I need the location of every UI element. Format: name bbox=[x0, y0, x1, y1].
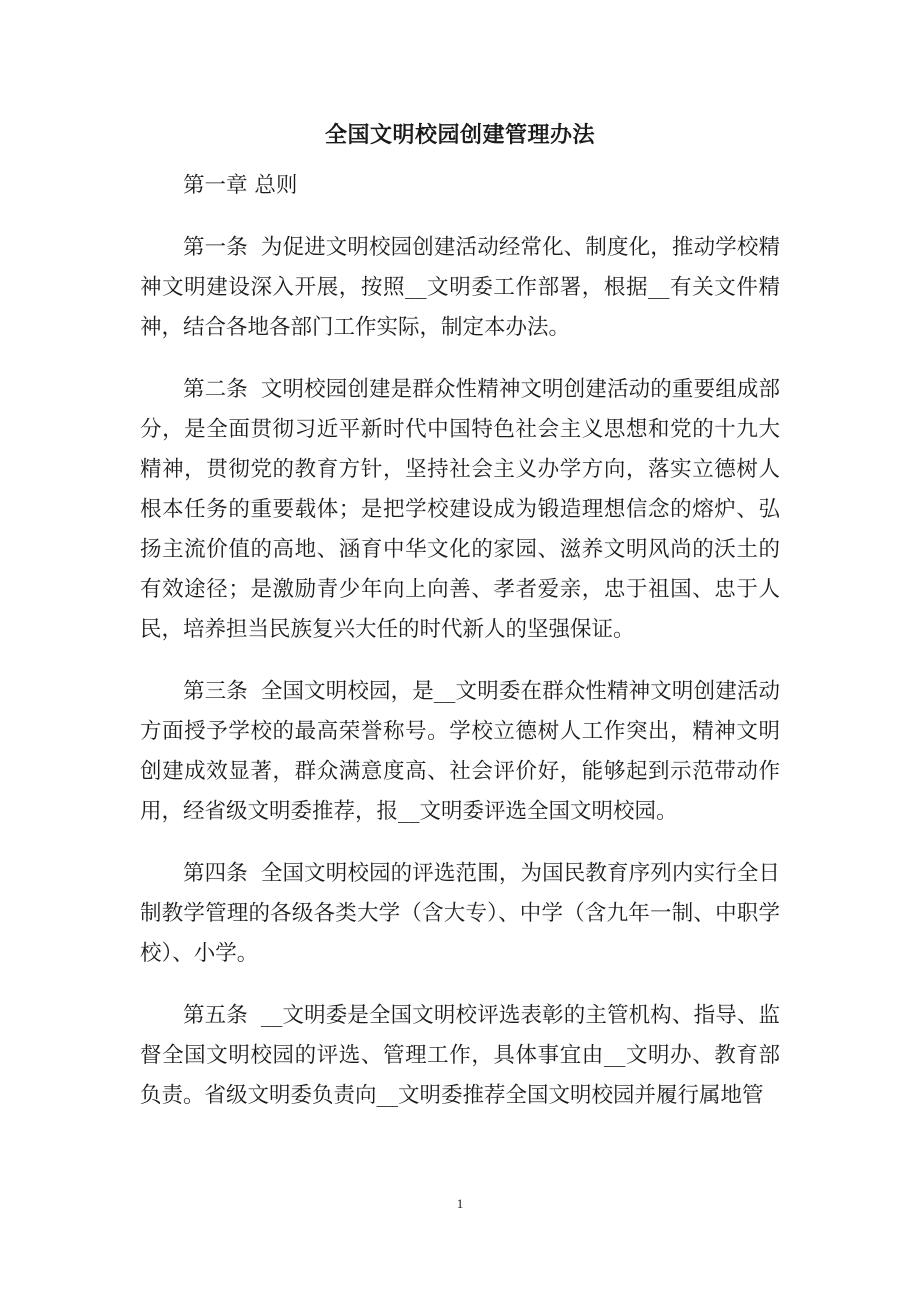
article-label: 第二条 bbox=[183, 377, 248, 402]
article-label: 第四条 bbox=[183, 861, 248, 886]
article-text: 全国文明校园，是__文明委在群众性精神文明创建活动方面授予学校的最高荣誉称号。学校立德树人工作突出，精神文明创建成效显著，群众满意度高、社会评价好，能够起到示范带动作用，经省级文明委推荐，报__文明委评选全国文明校园。 bbox=[140, 679, 780, 824]
page-number: 1 bbox=[456, 1196, 464, 1211]
article-text: __文明委是全国文明校评选表彰的主管机构、指导、监督全国文明校园的评选、管理工作，具体事宜由__文明办、教育部负责。省级文明委负责向__文明委推荐全国文明校园并履行属地管 bbox=[140, 1003, 780, 1108]
article-text: 为促进文明校园创建活动经常化、制度化，推动学校精神文明建设深入开展，按照__文明委工作部署，根据__有关文件精神，结合各地各部门工作实际，制定本办法。 bbox=[140, 235, 780, 340]
article-text: 全国文明校园的评选范围，为国民教育序列内实行全日制教学管理的各级各类大学（含大专）、中学（含九年一制、中职学校）、小学。 bbox=[140, 861, 780, 966]
article-label: 第一条 bbox=[183, 235, 248, 260]
document-body bbox=[140, 166, 780, 1138]
chapter-heading: 第一章 总则 bbox=[183, 173, 298, 198]
article-2 bbox=[140, 370, 780, 650]
article-4 bbox=[140, 854, 780, 974]
document-title: 全国文明校园创建管理办法 bbox=[324, 123, 595, 148]
article-label: 第三条 bbox=[183, 679, 248, 704]
article-1 bbox=[140, 228, 780, 348]
article-3 bbox=[140, 672, 780, 832]
article-5 bbox=[140, 996, 780, 1116]
article-text: 文明校园创建是群众性精神文明创建活动的重要组成部分，是全面贯彻习近平新时代中国特色社会主义思想和党的十九大精神，贯彻党的教育方针，坚持社会主义办学方向，落实立德树人根本任务的重要载体；是把学校建设成为锻造理想信念的熔炉、弘扬主流价值的高地、涵育中华文化的家园、滋养文明风尚的沃土的有效途径；是激励青少年向上向善、孝者爱亲，忠于祖国、忠于人民，培养担当民族复兴大任的时代新人的坚强保证。 bbox=[140, 377, 780, 642]
article-label: 第五条 bbox=[183, 1003, 248, 1028]
